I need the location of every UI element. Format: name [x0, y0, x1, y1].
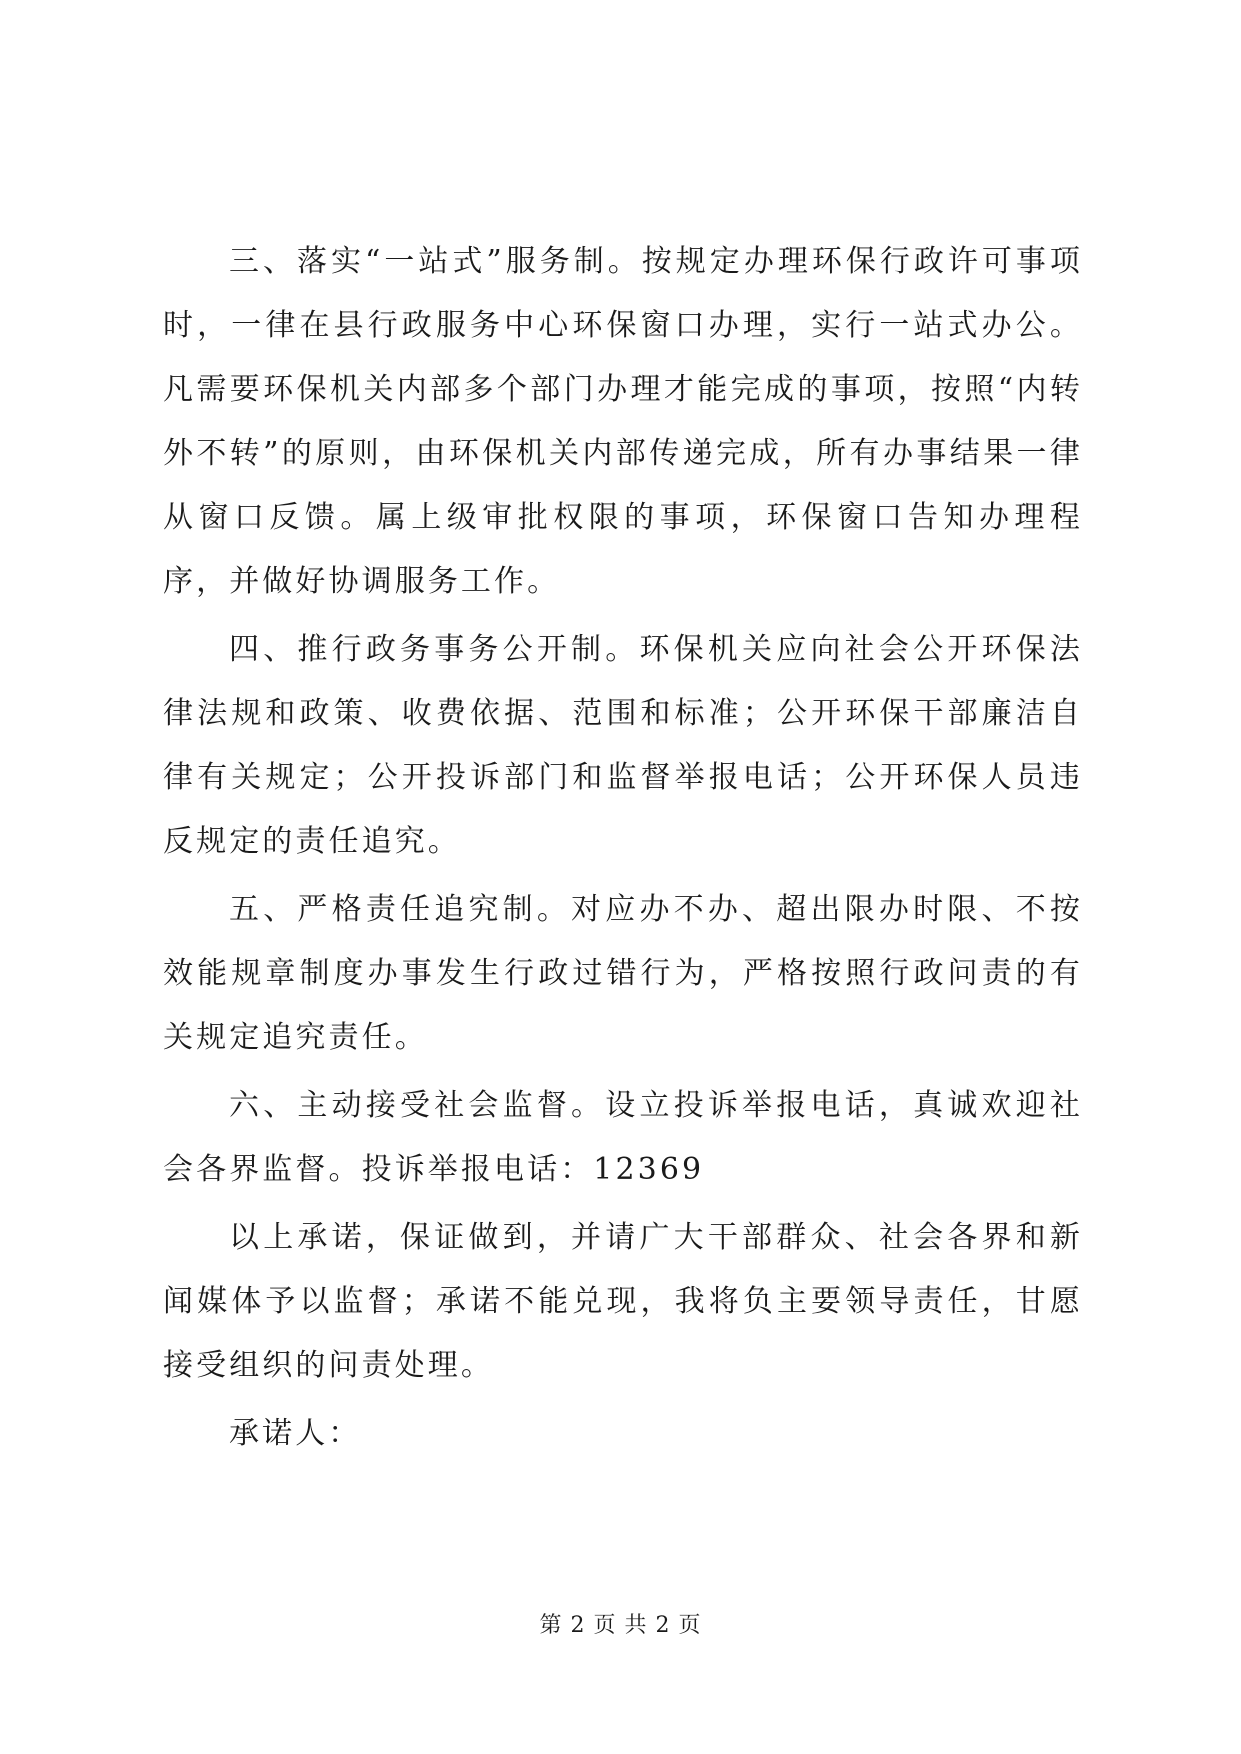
paragraph-one-stop-service: 三、落实“一站式”服务制。按规定办理环保行政许可事项时，一律在县行政服务中心环保窗口办理，实行一站式办公。凡需要环保机关内部多个部门办理才能完成的事项，按照“内转外不转”的原则，由环保机关内部传递完成，所有办事结果一律从窗口反馈。属上级审批权限的事项，环保窗口告知办理程序，并做好协调服务工作。 [163, 244, 1083, 599]
paragraph-government-affairs-disclosure: 四、推行政务事务公开制。环保机关应向社会公开环保法律法规和政策、收费依据、范围和标准；公开环保干部廉洁自律有关规定；公开投诉部门和监督举报电话；公开环保人员违反规定的责任追究。 [163, 632, 1083, 859]
paragraph-accountability: 五、严格责任追究制。对应办不办、超出限办时限、不按效能规章制度办事发生行政过错行为，严格按照行政问责的有关规定追究责任。 [163, 892, 1083, 1055]
paragraph-commitment-statement: 以上承诺，保证做到，并请广大干部群众、社会各界和新闻媒体予以监督；承诺不能兑现，我将负主要领导责任，甘愿接受组织的问责处理。 [163, 1220, 1083, 1383]
document-body [163, 230, 1083, 1466]
page-number-footer: 第 2 页 共 2 页 [539, 1613, 702, 1638]
paragraph-public-supervision: 六、主动接受社会监督。设立投诉举报电话，真诚欢迎社会各界监督。投诉举报电话：12369 [163, 1088, 1083, 1187]
paragraph-signatory: 承诺人： [229, 1416, 362, 1451]
